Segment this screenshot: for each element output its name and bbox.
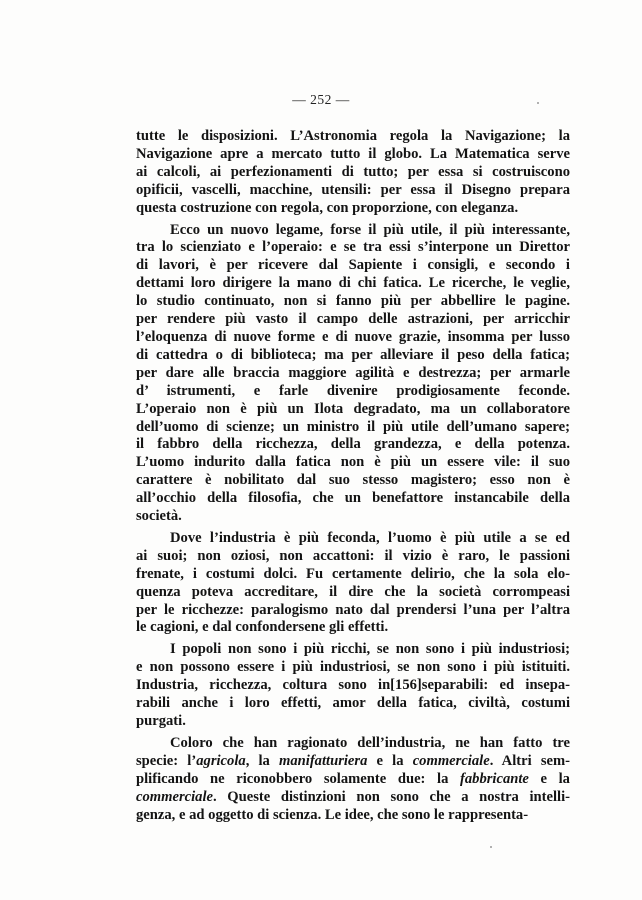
text-line: Dove l’industria è più feconda, l’uomo è più utile a se ed [170, 529, 570, 546]
paragraph [136, 530, 570, 637]
text-line: le cagioni, e dal confondersene gli effetti. [136, 619, 389, 636]
text-line: L’uomo indurito dalla fatica non è più un essere vile: il suo [136, 454, 570, 471]
text-line: ai suoi; non oziosi, non accattoni: il vizio è raro, le passioni [136, 547, 570, 564]
text-line: purgati. [136, 713, 186, 729]
text-line: dettami loro dirigere la mano di chi fatica. Le ricerche, le veglie, [136, 275, 570, 292]
text-line: commerciale. Queste distinzioni non sono che a nostra intelli- [136, 788, 570, 805]
text-line: di cattedra o di biblioteca; ma per alleviare il peso della fatica; [136, 346, 570, 363]
paragraph [136, 128, 570, 218]
scan-speck [490, 846, 492, 848]
page-number: — 252 — [292, 92, 350, 107]
text-line: società. [136, 508, 182, 525]
text-line: quenza poteva accreditare, il dire che la società corrompeasi [136, 583, 570, 600]
text-line: Navigazione apre a mercato tutto il globo. La Matematica serve [136, 145, 570, 162]
text-line: Ecco un nuovo legame, forse il più utile, il più interessante, [170, 221, 570, 238]
text-line: questa costruzione con regola, con proporzione, con eleganza. [136, 199, 519, 216]
text-line: lo studio continuato, non si fanno più per abbellire le pagine. [136, 293, 570, 310]
text-line: il fabbro della ricchezza, della grandezza, e della potenza. [136, 436, 570, 453]
text-line: Industria, ricchezza, coltura sono in[156]separabili: ed insepa- [136, 677, 570, 694]
text-line: I popoli non sono i più ricchi, se non sono i più industriosi; [170, 641, 570, 658]
text-line: e non possono essere i più industriosi, se non sono i più istituiti. [136, 659, 570, 676]
text-line: per rendere più vasto il campo delle astrazioni, per arricchir [136, 311, 570, 328]
text-line: dell’uomo di scienze; un ministro il più utile dell’umano sapere; [136, 418, 570, 435]
text-line: plificando ne riconobbero solamente due: la fabbricante e la [136, 770, 570, 787]
paragraph [136, 222, 570, 526]
paragraph [136, 641, 570, 731]
text-line: L’operaio non è più un Ilota degradato, ma un collaboratore [136, 400, 570, 417]
body-text [136, 128, 570, 824]
text-line: all’occhio della filosofia, che un benefattore instancabile della [136, 490, 570, 507]
text-line: rabili anche i loro effetti, amor della fatica, civiltà, costumi [136, 695, 570, 712]
text-line: specie: l’agricola, la manifatturiera e la commerciale. Altri sem- [136, 752, 570, 769]
text-line: per dare alle braccia maggiore agilità e destrezza; per armarle [136, 364, 570, 381]
text-line: genza, e ad oggetto di scienza. Le idee, che sono le rappresenta- [136, 806, 529, 823]
text-line: di lavori, è per ricevere dal Sapiente i consigli, e secondo i [136, 257, 570, 274]
text-line: l’eloquenza di nuove forme e di nuove grazie, insomma per lusso [136, 328, 570, 345]
text-line: carattere è nobilitato dal suo stesso magistero; esso non è [136, 472, 570, 489]
text-line: per le ricchezze: paralogismo nato dal prendersi l’una per l’altra [136, 601, 570, 618]
paragraph [136, 735, 570, 825]
text-line: d’ istrumenti, e farle divenire prodigiosamente feconde. [136, 382, 570, 399]
text-line: tra lo scienziato e l’operaio: e se tra essi s’interpone un Direttor [136, 239, 570, 256]
text-line: frenate, i costumi dolci. Fu certamente delirio, che la sola elo- [136, 565, 570, 582]
text-line: Coloro che han ragionato dell’industria, ne han fatto tre [170, 734, 570, 751]
text-line: tutte le disposizioni. L’Astronomia regola la Navigazione; la [136, 128, 570, 144]
text-line: opificii, vascelli, macchine, utensili: per essa il Disegno prepara [136, 181, 570, 198]
text-line: ai calcoli, ai perfezionamenti di tutto; per essa si costruiscono [136, 163, 570, 180]
scan-speck [537, 102, 539, 104]
